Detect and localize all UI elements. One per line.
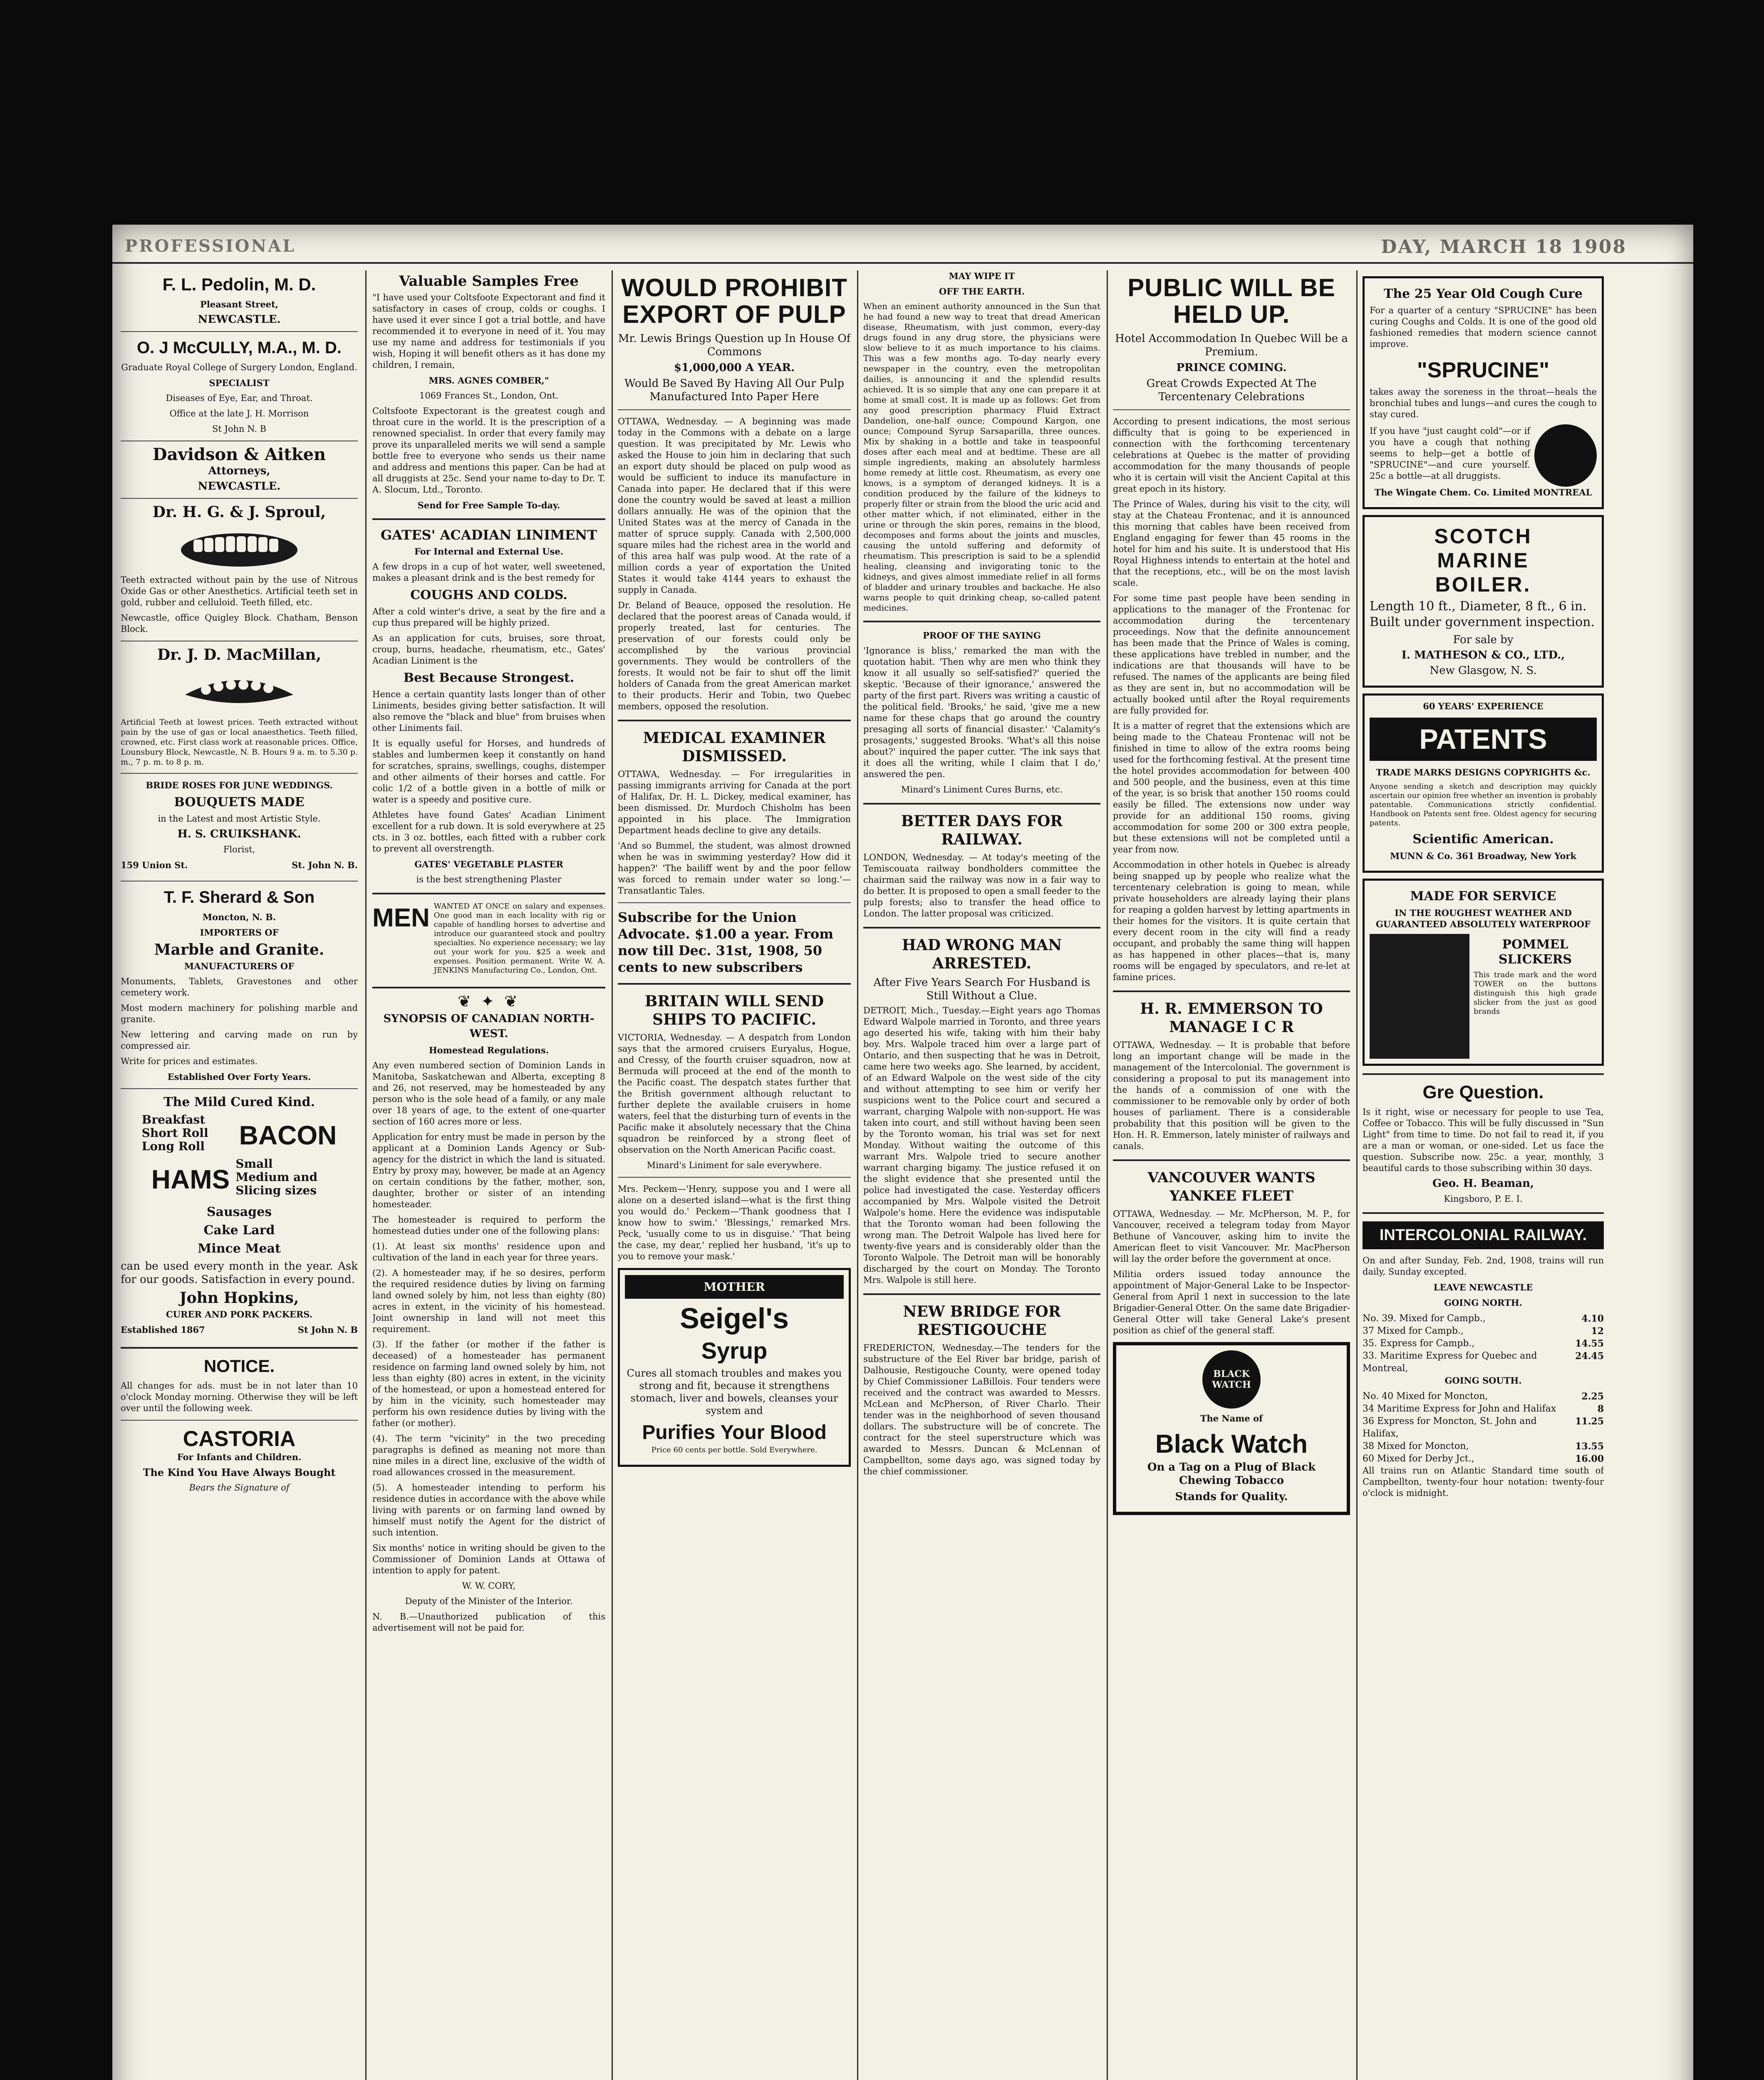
ad-seigels-syrup bbox=[618, 1268, 851, 1467]
article-deck: Great Crowds Expected At The Tercentenary Celebrations bbox=[1146, 377, 1317, 403]
article-paragraph: When an eminent authority announced in the Sun that he had found a new way to treat that dread American disease, Rheumatism, with just common, every-day drugs found in any drug store, the physicians were slow believe to it as much importance to his claims. This was a few months ago. To-day nearly every newspaper in the country, even the metropolitan dailies, is announcing it and the splendid results achieved. It is so simple that any one can prepare it at home at small cost. It is made up as follows: Get from any good prescription pharmacy Fluid Extract Dandelion, one-half ounce; Compound Kargon, one ounce; Compound Syrup Sarsaparilla, three ounces. Mix by shaking in a bottle and take in teaspoonful doses after each meal and at bedtime. These are all simple ingredients, making an absolutely harmless home remedy at little cost. Rheumatism, as every one knows, is a symptom of deranged kidneys. It is a condition produced by the failure of the kidneys to properly filter or strain from the blood the uric acid and other matter which, if not eliminated, either in the urine or through the skin pores, remains in the blood, decomposes and forms about the joints and muscles, causing the untold suffering and deformity of rheumatism. This prescription is said to be a splendid healing, cleansing and invigorating tonic to the kidneys, and gives almost immediate relief in all forms of bladder and urinary troubles and backache. He also warns people to quit drinking cheap, so-called patent medicines. bbox=[863, 301, 1100, 613]
article-signature: Kingsboro, P. E. I. bbox=[1444, 1194, 1523, 1204]
article-paragraph: (4). The term "vicinity" in the two preceding paragraphs is defined as meaning not more than nine miles in a direct line, exclusive of the width of road allowances crossed in the measurement. bbox=[372, 1434, 605, 1477]
column-professional-cards bbox=[121, 270, 358, 2080]
ad-brand: POMMEL SLICKERS bbox=[1498, 937, 1572, 967]
ad-text: For a quarter of a century "SPRUCINE" has been curing Coughs and Colds. It is one of the good old fashioned remedies that modern science cannot improve. bbox=[1370, 305, 1597, 349]
notice-title: NOTICE. bbox=[203, 1356, 275, 1376]
ad-title: MADE FOR SERVICE bbox=[1410, 889, 1556, 904]
ad-name: MRS. AGNES COMBER," bbox=[429, 375, 549, 386]
article-paragraph: The Prince of Wales, during his visit to the city, will stay at the Chateau Frontenac, and it is announced this morning that cables have been received from England engaging for fewer than 45 rooms in the hotel for him and his suite. It is understood that His Royal Highness intends to entertain at the hotel and that the receptions, etc., will be on the most lavish scale. bbox=[1113, 499, 1350, 588]
ad-text: takes away the soreness in the throat—heals the bronchial tubes and lungs—and cures the cough to stay cured. bbox=[1370, 387, 1597, 419]
ad-castoria bbox=[121, 1426, 358, 1493]
column-2 bbox=[372, 270, 605, 2080]
card-name: Dr. J. D. MacMillan, bbox=[157, 646, 322, 664]
ad-line: Moncton, N. B. bbox=[202, 912, 276, 922]
ad-bacon-word: BACON bbox=[239, 1120, 337, 1150]
ad-line: is the best strengthening Plaster bbox=[416, 874, 562, 884]
ad-line: The Kind You Have Always Bought bbox=[143, 1466, 336, 1478]
ad-line: CURER AND PORK PACKERS. bbox=[166, 1309, 313, 1320]
ad-line: The Name of bbox=[1200, 1413, 1263, 1424]
ad-line: in the Latest and most Artistic Style. bbox=[158, 814, 321, 824]
ad-title: SCOTCH bbox=[1434, 525, 1532, 548]
train-time: 13.55 bbox=[1575, 1441, 1604, 1452]
ad-slickers bbox=[1363, 879, 1604, 1066]
filler-line: Minard's Liniment Cures Burns, etc. bbox=[901, 785, 1063, 795]
ad-line: For Internal and External Use. bbox=[414, 546, 563, 557]
train-row bbox=[1363, 1403, 1604, 1415]
article-paragraph: Accommodation in other hotels in Quebec is already being snapped up by people who realize what the tercentenary celebration is going to mean, while private householders are already laying their plans for reaping a golden harvest by letting apartments in their homes for the visitors. It is quite certain that every decent room in the city will find a ready occupant, and probably the same thing will happen as has happened in other places—that is, many rooms will be engaged by speculators, and re-let at famine prices. bbox=[1113, 860, 1350, 982]
train-description: 33. Maritime Express for Quebec and Montreal, bbox=[1363, 1351, 1537, 1374]
card-line: Office at the late J. H. Morrison bbox=[169, 409, 309, 418]
ad-line: Cake Lard bbox=[203, 1223, 275, 1238]
article-deck: $1,000,000 A YEAR. bbox=[674, 362, 795, 374]
ad-hams-row bbox=[121, 1157, 358, 1201]
divider bbox=[121, 498, 358, 499]
train-description: 34 Maritime Express for John and Halifax bbox=[1363, 1404, 1556, 1414]
ad-line: For Infants and Children. bbox=[177, 1452, 302, 1462]
ad-line: Price 60 cents per bottle. Sold Everywhere. bbox=[651, 1446, 818, 1454]
article-paragraph: Militia orders issued today announce the appointment of Major-General Lake to be Inspector-General from April 1 next in succession to the late Brigadier-General Otter. On the same date Brigadier-General Otter will take General Lake's present position as chief of the general staff. bbox=[1113, 1269, 1350, 1335]
header-date: DAY, MARCH 18 1908 bbox=[1381, 236, 1627, 258]
ad-text: Cures all stomach troubles and makes you strong and fit, because it strengthens stomach, liver and bowels, cleanses your system and bbox=[627, 1367, 842, 1416]
railway-subhead: GOING NORTH. bbox=[1444, 1298, 1522, 1308]
card-text: Teeth extracted without pain by the use of Nitrous Oxide Gas or other Anesthetics. Artificial teeth set in gold, rubber and celluloid. Teeth filled, etc. bbox=[121, 575, 358, 607]
ad-slickers-body bbox=[1370, 934, 1597, 1059]
card-line: Attorneys, bbox=[208, 465, 270, 477]
railway-subhead: LEAVE NEWCASTLE bbox=[1433, 1282, 1533, 1293]
article-signature: Geo. H. Beaman, bbox=[1432, 1177, 1534, 1190]
ad-title: GATES' ACADIAN LINIMENT bbox=[380, 527, 597, 543]
ad-title: CASTORIA bbox=[183, 1427, 296, 1451]
divider bbox=[372, 893, 605, 894]
article-subhead: OFF THE EARTH. bbox=[939, 286, 1025, 297]
train-description: No. 40 Mixed for Moncton, bbox=[1363, 1391, 1488, 1402]
ad-line: MOTHER bbox=[625, 1275, 844, 1299]
ad-text: Length 10 ft., Diameter, 8 ft., 6 in. Built under government inspection. bbox=[1370, 599, 1595, 629]
article-signature: W. W. CORY, bbox=[462, 1581, 516, 1591]
ad-line: 60 YEARS' EXPERIENCE bbox=[1423, 701, 1544, 711]
ad-title: MARINE bbox=[1437, 549, 1529, 572]
article-paragraph: (2). A homesteader may, if he so desires, perform the required residence duties by living on farming land owned solely by him, not less than eighty (80) acres in extent, in the vicinity of his homestead. Joint ownership in land will not meet this requirement. bbox=[372, 1268, 605, 1334]
train-time: 4.10 bbox=[1581, 1313, 1604, 1324]
article-headline: PUBLIC WILL BE HELD UP. bbox=[1127, 274, 1335, 328]
train-description: 60 Mixed for Derby Jct., bbox=[1363, 1454, 1474, 1464]
divider bbox=[121, 881, 358, 882]
ad-text: After a cold winter's drive, a seat by the fire and a cup thus prepared will be highly prized. bbox=[372, 607, 605, 628]
article-paragraph: 'And so Bummel, the student, was almost drowned when he was in swimming yesterday? How did it happen?' 'The bailiff went by and the poor fellow was forced to remain under water so long.'—Transatlantic Tales. bbox=[618, 841, 851, 896]
column-rule bbox=[857, 270, 858, 2080]
train-row bbox=[1363, 1337, 1604, 1350]
article-headline: WOULD PROHIBIT EXPORT OF PULP bbox=[621, 274, 847, 328]
ad-text: If you have "just caught cold"—or if you have a cough that nothing seems to help—get a bottle of "SPRUCINE"—and cure yourself. 25c a bottle—at all druggists. bbox=[1370, 426, 1530, 481]
ad-line: For sale by bbox=[1453, 634, 1514, 646]
ad-text: Most modern machinery for polishing marble and granite. bbox=[121, 1003, 358, 1024]
divider bbox=[1113, 1159, 1350, 1161]
article-headline: SYNOPSIS OF CANADIAN NORTH-WEST. bbox=[383, 1013, 595, 1040]
article-paragraph: FREDERICTON, Wednesday.—The tenders for the substructure of the Eel River bar bridge, parish of Dalhousie, Restigouche County, were opened today by Chief Commissioner LaBillois. Four tenders were received and the contract was awarded to Messrs. McLean and McPherson, of River Charlo. Their tender was in the neighborhood of seven thousand dollars. The substructure will be of concrete. The contract for the steel superstructure which was awarded to Messrs. Duncan & McLennan of Campbellton, some days ago, was signed today by the chief commissioner. bbox=[863, 1343, 1100, 1476]
ad-line: Send for Free Sample To-day. bbox=[417, 500, 560, 510]
divider bbox=[618, 720, 851, 721]
ad-text: Athletes have found Gates' Acadian Liniment excellent for a rub down. It is sold everywhere at 25 cts. in 3 oz. bottles, each fitted with a rubber cork to prevent all overstrength. bbox=[372, 810, 605, 854]
article-deck: PRINCE COMING. bbox=[1176, 362, 1287, 374]
ad-title: BRIDE ROSES FOR JUNE WEDDINGS. bbox=[146, 780, 333, 790]
newspaper-page bbox=[112, 225, 1693, 2080]
card-text: Newcastle, office Quigley Block. Chatham, Benson Block. bbox=[121, 613, 358, 634]
divider bbox=[618, 983, 851, 985]
train-row bbox=[1363, 1440, 1604, 1453]
black-watch-badge-icon: BLACK WATCH bbox=[1202, 1350, 1261, 1409]
column-rule bbox=[1107, 270, 1108, 2080]
divider bbox=[618, 1177, 851, 1178]
article-headline: BETTER DAYS FOR RAILWAY. bbox=[901, 812, 1063, 848]
article-headline: MAY WIPE IT bbox=[949, 271, 1015, 281]
article-paragraph: OTTAWA, Wednesday. — Mr. McPherson, M. P., for Vancouver, received a telegram today from Mayor Bethune of Vancouver, asking him to invite the American fleet to visit Vancouver. Mr. MacPherson will lay the order before the government at once. bbox=[1113, 1209, 1350, 1264]
ad-line: New Glasgow, N. S. bbox=[1430, 664, 1537, 677]
card-macmillan bbox=[121, 647, 358, 767]
divider bbox=[121, 773, 358, 774]
ad-title: Marble and Granite. bbox=[154, 941, 325, 958]
ad-title: Valuable Samples Free bbox=[399, 273, 579, 290]
ad-title: BOILER. bbox=[1435, 573, 1531, 596]
ad-line: Established Over Forty Years. bbox=[167, 1072, 311, 1082]
railway-footnote: All trains run on Atlantic Standard time south of Campbellton, twenty-four hour notation: twenty-four o'clock is midnight. bbox=[1363, 1466, 1604, 1498]
card-davidson-aitken bbox=[121, 447, 358, 492]
column-rule bbox=[1356, 270, 1358, 2080]
ad-line: TRADE MARKS DESIGNS COPYRIGHTS &c. bbox=[1376, 767, 1591, 778]
ad-black-watch bbox=[1113, 1342, 1350, 1515]
column-4 bbox=[863, 270, 1100, 2080]
ad-text: can be used every month in the year. Ask for our goods. Satisfaction in every pound. bbox=[121, 1260, 358, 1286]
notice-text: All changes for ads. must be in not later than 10 o'clock Monday morning. Otherwise they will be left over until the following week. bbox=[121, 1381, 358, 1413]
ad-sprucine bbox=[1363, 276, 1604, 509]
horse-rider-illustration-icon bbox=[1370, 934, 1469, 1059]
ad-text: Anyone sending a sketch and description may quickly ascertain our opinion free whether an invention is probably patentable. Communications strictly confidential. Handbook on Patents sent free. Oldest agency for securing patents. bbox=[1370, 782, 1597, 827]
ad-title: Best Because Strongest. bbox=[403, 671, 575, 685]
ad-title: The Mild Cured Kind. bbox=[164, 1095, 315, 1109]
column-5 bbox=[1113, 270, 1350, 2080]
ad-sprucine-bottom bbox=[1370, 424, 1597, 487]
article-deck: Mr. Lewis Brings Question up In House Of Commons bbox=[618, 332, 851, 358]
divider bbox=[863, 927, 1100, 929]
card-mccully bbox=[121, 338, 358, 435]
railway-intro: On and after Sunday, Feb. 2nd, 1908, trains will run daily, Sunday excepted. bbox=[1363, 1255, 1604, 1277]
divider bbox=[1113, 990, 1350, 992]
ad-address-row bbox=[121, 859, 358, 875]
article-paragraph: Application for entry must be made in person by the applicant at a Dominion Lands Agency or Sub-agency for the district in which the land is situated. Entry by proxy may, however, be made at an Agency on certain conditions by the father, mother, son, daughter, brother or sister of an intending homesteader. bbox=[372, 1132, 605, 1209]
article-subhead: Homestead Regulations. bbox=[429, 1045, 549, 1055]
card-line: Graduate Royal College of Surgery London, England. bbox=[121, 362, 357, 372]
article-paragraph: OTTAWA, Wednesday. — For irregularities in passing immigrants arriving for Canada at the port of Halifax, Dr. H. L. Dickey, medical examiner, has been dismissed. Dr. Murdoch Chisholm has been appointed in his place. The Immigration Department heads decline to give any details. bbox=[618, 769, 851, 835]
ad-line: MUNN & Co. 361 Broadway, New York bbox=[1390, 851, 1576, 861]
train-time: 2.25 bbox=[1581, 1391, 1604, 1402]
ad-line: Small Medium and Slicing sizes bbox=[235, 1157, 318, 1197]
divider bbox=[121, 331, 358, 332]
ad-brand: Black Watch bbox=[1155, 1430, 1308, 1458]
article-paragraph: The homesteader is required to perform the homestead duties under one of the following plans: bbox=[372, 1215, 605, 1236]
ad-tagline: Purifies Your Blood bbox=[642, 1421, 827, 1444]
article-deck: After Five Years Search For Husband is Still Without a Clue. bbox=[873, 976, 1090, 1002]
article-paragraph: Is it right, wise or necessary for people to use Tea, Coffee or Tobacco. This will be fully discussed in "Sun Light" from time to time. Do not fail to read it, if you are a man or woman, or one-sided. Let us face the question. Subscribe now. 25c. a year, monthly, 3 beautiful cards to those subscribing within 30 days. bbox=[1363, 1107, 1604, 1173]
article-paragraph: (5). A homesteader intending to perform his residence duties in accordance with the above while living with parents or on farming land owned by himself must notify the Agent for the district of such intention. bbox=[372, 1483, 605, 1538]
ad-maker: The Wingate Chem. Co. Limited MONTREAL bbox=[1374, 487, 1592, 498]
card-line: SPECIALIST bbox=[209, 378, 270, 388]
train-time: 12 bbox=[1591, 1326, 1604, 1337]
ad-address: 159 Union St. bbox=[121, 860, 188, 870]
train-row bbox=[1363, 1453, 1604, 1465]
ad-text: Write for prices and estimates. bbox=[121, 1056, 258, 1066]
ad-line: MANUFACTURERS OF bbox=[184, 961, 295, 971]
train-description: 35. Express for Campb., bbox=[1363, 1338, 1475, 1349]
ad-line: St John N. B bbox=[297, 1325, 358, 1335]
train-description: 36 Express for Moncton, St. John and Halifax, bbox=[1363, 1416, 1537, 1439]
train-row bbox=[1363, 1325, 1604, 1337]
divider bbox=[1113, 409, 1350, 410]
train-list-north bbox=[1363, 1312, 1604, 1375]
card-line: Pleasant Street, bbox=[200, 299, 279, 310]
train-row bbox=[1363, 1312, 1604, 1325]
article-paragraph: For some time past people have been sending in applications to the manager of the Frontenac for accommodation during the tercentenary proceedings. Now that the definite announcement has been made that the Prince of Wales is coming, these applications have trebled in number, and the indications are that thousands will have to be refused. The names of the applicants are being filed as they are sent in, but no accommodation will be actually booked until after the Royal requirements are fully provided for. bbox=[1113, 593, 1350, 716]
divider bbox=[618, 902, 851, 903]
card-name: Davidson & Aitken bbox=[152, 445, 326, 464]
article-paragraph: According to present indications, the most serious difficulty that is going to be experienced in connection with the forthcoming tercentenary celebrations at Quebec is the matter of providing accommodation for the many thousands of people who it is certain will visit the Ancient Capital at this great epoch in its history. bbox=[1113, 416, 1350, 494]
card-name: O. J McCULLY, M.A., M. D. bbox=[137, 339, 342, 357]
ad-brand: PATENTS bbox=[1370, 718, 1597, 761]
ad-title: The 25 Year Old Cough Cure bbox=[1384, 287, 1583, 301]
column-rule bbox=[365, 270, 367, 2080]
article-headline: H. R. EMMERSON TO MANAGE I C R bbox=[1140, 1000, 1323, 1036]
notice-box bbox=[121, 1356, 358, 1414]
train-row bbox=[1363, 1390, 1604, 1403]
subscribe-notice: Subscribe for the Union Advocate. $1.00 a year. From now till Dec. 31st, 1908, 50 cents to new subscribers bbox=[618, 909, 834, 975]
train-time: 16.00 bbox=[1575, 1454, 1604, 1464]
ad-line: IN THE ROUGHEST WEATHER AND GUARANTEED ABSOLUTELY WATERPROOF bbox=[1376, 908, 1591, 929]
train-time: 8 bbox=[1597, 1404, 1604, 1414]
article-paragraph: Mrs. Peckem—'Henry, suppose you and I were all alone on a deserted island—what is the first thing you would do.' Peckem—'Thank goodness that I know how to swim.' 'Blessings,' remarked Mrs. Peck, 'usually come to us in disguise.' 'That being the case, my dear,' replied her husband, 'it's up to you to remove your mask.' bbox=[618, 1184, 851, 1261]
card-pedolin bbox=[121, 275, 358, 325]
ad-florist bbox=[121, 780, 358, 875]
ad-line: 1069 Frances St., London, Ont. bbox=[419, 391, 559, 401]
ad-line: Sausages bbox=[206, 1205, 272, 1219]
train-description: No. 39. Mixed for Campb., bbox=[1363, 1313, 1486, 1324]
ad-brand: Syrup bbox=[701, 1337, 768, 1364]
card-name: Dr. H. G. & J. Sproul, bbox=[152, 503, 326, 521]
ad-text: A few drops in a cup of hot water, well sweetened, makes a pleasant drink and is the best remedy for bbox=[372, 562, 605, 583]
article-headline: NEW BRIDGE FOR RESTIGOUCHE bbox=[903, 1303, 1061, 1339]
railway-title: INTERCOLONIAL RAILWAY. bbox=[1363, 1221, 1604, 1249]
ad-title: COUGHS AND COLDS. bbox=[410, 588, 567, 602]
ad-line: Scientific American. bbox=[1412, 832, 1554, 847]
dentures-illustration-icon bbox=[177, 670, 302, 711]
article-paragraph: (1). At least six months' residence upon and cultivation of the land in each year for three years. bbox=[372, 1241, 605, 1263]
divider bbox=[121, 1088, 358, 1089]
ad-line: Stands for Quality. bbox=[1175, 1491, 1288, 1503]
divider bbox=[618, 409, 851, 410]
ad-text: It is equally useful for Horses, and hundreds of stables and lumbermen keep it constantly on hand for scratches, sprains, swellings, coughs, distemper and other ailments of their horses and cattle. For colic 1/2 of a bottle given in a bottle of milk or water is a speedy and positive cure. bbox=[372, 738, 605, 805]
divider bbox=[1363, 1212, 1604, 1214]
card-line: St John N. B bbox=[212, 424, 267, 434]
ad-marble bbox=[121, 887, 358, 1082]
ad-line: IMPORTERS OF bbox=[200, 927, 279, 938]
railway-subhead: GOING SOUTH. bbox=[1444, 1375, 1522, 1386]
sprucine-seal-icon bbox=[1534, 424, 1597, 487]
ad-line: Bears the Signature of bbox=[189, 1483, 290, 1493]
ad-line: Florist, bbox=[223, 844, 255, 854]
article-footnote: N. B.—Unauthorized publication of this advertisement will not be paid for. bbox=[372, 1612, 605, 1633]
ad-marine-boiler bbox=[1363, 515, 1604, 688]
divider bbox=[121, 1347, 358, 1349]
article-paragraph: Six months' notice in writing should be given to the Commissioner of Dominion Lands at Ottawa of intention to apply for patent. bbox=[372, 1543, 605, 1575]
article-paragraph: LONDON, Wednesday. — At today's meeting of the Temiscouata railway bondholders committee the chairman said the railway was now in a fair way to do better. It is proposed to open a small feeder to the pulp forests; also to transfer the head office to London. The latter proposal was criticized. bbox=[863, 852, 1100, 919]
header-section-label: PROFESSIONAL bbox=[125, 236, 296, 256]
article-headline: MEDICAL EXAMINER DISMISSED. bbox=[643, 729, 826, 765]
ad-city: St. John N. B. bbox=[292, 860, 358, 870]
ornament-icon: ❦ ✦ ❦ bbox=[458, 992, 520, 1010]
ad-line: Breakfast Short Roll Long Roll bbox=[141, 1113, 208, 1153]
article-paragraph: 'Ignorance is bliss,' remarked the man with the quotation habit. 'Then why are men who think they know it all usually so self-satisfied?' queried the skeptic. 'Because of their ignorance,' answered the party of the first part. Rivers was writing a caustic of the political field. 'Brooks,' he said, 'give me a new name for these chaps that go around the country presaging all sorts of financial disaster.' 'Calamity's prosagents,' suggested Brooks. 'What's all this noise about?' inquired the paper cutter. 'The ink says that it does all the writing, while I claim that I do,' answered the pen. bbox=[863, 646, 1100, 779]
ad-name: H. S. CRUIKSHANK. bbox=[177, 828, 301, 840]
ad-text: This trade mark and the word TOWER on the buttons distinguish this high grade slicker from the just as good brands bbox=[1474, 971, 1597, 1016]
article-signature: Deputy of the Minister of the Interior. bbox=[405, 1596, 573, 1606]
column-6 bbox=[1363, 270, 1604, 2080]
page-header bbox=[112, 233, 1693, 264]
article-headline: Gre Question. bbox=[1422, 1082, 1544, 1102]
article-paragraph: It is a matter of regret that the extensions which are being made to the Chateau Frontenac will not be finished in time to allow of the extra rooms being used for the forthcoming festival. At the present time the hotel provides accommodation for between 400 and 500 people, and the business, even at this time of the year, is so brisk that another 150 rooms could easily be filled. The extensions now under way provide for an additional 150 rooms, giving accommodation for some 200 or 300 extra people, but these extensions will not be completed until a year from now. bbox=[1113, 721, 1350, 854]
ad-name: T. F. Sherard & Son bbox=[164, 888, 315, 906]
card-text: Artificial Teeth at lowest prices. Teeth extracted without pain by the use of gas or local anaesthetics. Teeth filled, crowned, etc. First class work at reasonable prices. Office, Lounsbury Block, Newcastle, N. B. Hours 9 a. m. to 5.30 p. m., 7 p. m. to 8 p. m. bbox=[121, 718, 358, 767]
divider bbox=[1363, 1073, 1604, 1075]
train-row bbox=[1363, 1415, 1604, 1440]
ad-bacon bbox=[121, 1095, 358, 1340]
ad-line: Mince Meat bbox=[198, 1241, 281, 1256]
ad-men-word: MEN bbox=[372, 904, 430, 932]
card-sproul bbox=[121, 505, 358, 635]
article-paragraph: DETROIT, Mich., Tuesday.—Eight years ago Thomas Edward Walpole married in Toronto, and three years ago deserted his wife, taking with him their baby boy. Mrs. Walpole traced him over a large part of Ontario, and then suspecting that he was in Detroit, came here two weeks ago. She learned, by accident, of an Edward Walpole on the west side of the city and without attempting to see him or verify her suspicions went to the Police court and secured a warrant, charging Walpole with non-support. He was taken into court, and still without having been seen by the Toronto woman, his trial was set for next Monday. Without waiting the outcome of this warrant Mrs. Walpole tried to secure another warrant charging bigamy. The justice refused it on the slight evidence that she presented until the police had investigated the case. Yesterday officers accompanied by Mrs. Walpole visited the Detroit Walpole's home. Here the evidence was indisputable that the Toronto woman had been following the wrong man. The Detroit Walpole has lived here for twenty-five years and is considerably older than the Toronto Walpole. The Detroit man will be honorably discharged by the court on Monday. The Toronto Mrs. Walpole is still here. bbox=[863, 1005, 1100, 1285]
divider bbox=[863, 1293, 1100, 1295]
train-description: 38 Mixed for Moncton, bbox=[1363, 1441, 1469, 1451]
ad-text: As an application for cuts, bruises, sore throat, croup, burns, headache, rheumatism, etc., Gates' Acadian Liniment is the bbox=[372, 633, 605, 666]
divider bbox=[372, 518, 605, 520]
article-paragraph: Dr. Beland of Beauce, opposed the resolution. He declared that the poorest areas of Canada would, if properly treated, last for centuries. The preservation of our forests could only be accomplished by the various provincial governments. They would be controllers of the forests. It would not be fair to shut off the limit holders of Canada from the great American market to their products. Herir and Tobin, two Quebec members, opposed the resolution. bbox=[618, 600, 851, 711]
column-3 bbox=[618, 270, 851, 2080]
ad-hopkins-row bbox=[121, 1324, 358, 1340]
ad-text: Coltsfoote Expectorant is the greatest cough and throat cure in the world. It is the prescription of a renowned specialist. In order that every family may prove its unparalleled merits we will send a sample bottle free to everyone who sends us their name and address and mentions this paper. Can be had at all druggists at 25c. Send your name to-day to Dr. T. A. Slocum, Ltd., Toronto. bbox=[372, 406, 605, 495]
ad-brand: Seigel's bbox=[680, 1302, 789, 1335]
article-paragraph: (3). If the father (or mother if the father is deceased) of a homesteader has permanent residence on farming land owned solely by him, not less than eighty (80) acres in extent, in the vicinity of the homestead, or upon a homestead entered for by him in the vicinity, such homesteader may perform his own residence duties by living with the father (or mother). bbox=[372, 1340, 605, 1428]
article-headline: HAD WRONG MAN ARRESTED. bbox=[902, 936, 1062, 972]
article-paragraph: VICTORIA, Wednesday. — A despatch from London says that the armored cruisers Euryalus, Hogue, and Cressy, of the fourth cruiser squadron, now at Bermuda will proceed at the end of the month to the Pacific coast. The despatch states further that the British government although reluctant to further deplete the available cruisers in home waters, feel that the disturbing turn of events in the Pacific make it absolutely necessary that the China squadron be reinforced by a strong fleet of observation on the North American Pacific coast. bbox=[618, 1033, 851, 1155]
train-time: 11.25 bbox=[1575, 1416, 1604, 1427]
card-line: NEWCASTLE. bbox=[198, 313, 281, 326]
train-list-south bbox=[1363, 1390, 1604, 1465]
train-time: 14.55 bbox=[1575, 1338, 1604, 1349]
ad-line: On a Tag on a Plug of Black Chewing Tobacco bbox=[1147, 1461, 1316, 1487]
article-deck: Hotel Accommodation In Quebec Will be a Premium. bbox=[1115, 332, 1348, 358]
ad-men-wanted bbox=[372, 902, 605, 979]
article-paragraph: OTTAWA, Wednesday. — A beginning was made today in the Commons with a debate on a large question. It was precipitated by Mr. Lewis who asked the House to join him in declaring that such an export duty should be placed on pulp wood as would be sufficient to induce its manufacture in Canada into paper. He declared that if this were done the country would be saved at least a million dollars annually. He was of the opinion that the United States was at the mercy of Canada in the matter of spruce supply. Canada with 2,500,000 square miles had the richest area in the world and of this area half was pulp wood. At the rate of a million cords a year of exportation the United States it would take 4144 years to exhaust the supply in Canada. bbox=[618, 416, 851, 595]
article-paragraph: Any even numbered section of Dominion Lands in Manitoba, Saskatchewan and Alberta, excepting 8 and 26, not reserved, may be homesteaded by any person who is the sole head of a family, or any male over 18 years of age, to the extent of one-quarter section of 160 acres more or less. bbox=[372, 1060, 605, 1127]
train-description: 37 Mixed for Campb., bbox=[1363, 1326, 1464, 1336]
ad-line: I. MATHESON & CO., LTD., bbox=[1401, 649, 1565, 661]
ad-hams-word: HAMS bbox=[151, 1164, 230, 1194]
divider bbox=[372, 987, 605, 988]
ad-line: Established 1867 bbox=[121, 1325, 205, 1335]
article-paragraph: OTTAWA, Wednesday. — It is probable that before long an important change will be made in the management of the Intercolonial. The government is considering a proposal to put its management into the hands of a commission of one with the commissioner to be removable only by order of both houses of parliament. There is a considerable probability that this position will be given to the Hon. H. R. Emmerson, lately minister of railways and canals. bbox=[1113, 1040, 1350, 1151]
train-row bbox=[1363, 1350, 1604, 1375]
ad-text: New lettering and carving made on run by compressed air. bbox=[121, 1030, 358, 1051]
ad-patents bbox=[1363, 693, 1604, 873]
ad-name: John Hopkins, bbox=[179, 1289, 299, 1307]
card-name: F. L. Pedolin, M. D. bbox=[162, 275, 316, 294]
article-headline: PROOF OF THE SAYING bbox=[923, 630, 1041, 641]
article-headline: BRITAIN WILL SEND SHIPS TO PACIFIC. bbox=[644, 993, 824, 1028]
card-line: NEWCASTLE. bbox=[198, 480, 281, 493]
divider bbox=[121, 1420, 358, 1421]
column-rule bbox=[612, 270, 613, 2080]
article-headline: VANCOUVER WANTS YANKEE FLEET bbox=[1147, 1169, 1316, 1204]
ad-text: "I have used your Coltsfoote Expectorant and find it satisfactory in cases of croup, colds or coughs. I have used it ever since I got a trial bottle, and have recommended it to everyone in need of it. You may use my name and address for testimonials if you wish, Hoping it will benefit others as it has done my children, I remain, bbox=[372, 292, 605, 370]
divider bbox=[863, 803, 1100, 805]
ad-line: BOUQUETS MADE bbox=[174, 795, 305, 810]
filler-line: Minard's Liniment for sale everywhere. bbox=[647, 1160, 822, 1170]
ad-text: WANTED AT ONCE on salary and expenses. One good man in each locality with rig or capable of handling horses to advertise and introduce our guaranteed stock and poultry specialties. No experience necessary; we lay out your work for you. $25 a week and expenses. Position permanent. Write W. A. JENKINS Manufacturing Co., London, Ont. bbox=[434, 902, 605, 975]
article-deck: Would Be Saved By Having All Our Pulp Manufactured Into Paper Here bbox=[624, 377, 845, 403]
ad-text: Monuments, Tablets, Gravestones and other cemetery work. bbox=[121, 976, 358, 998]
dentures-illustration-icon bbox=[177, 527, 302, 569]
ad-bacon-row bbox=[121, 1113, 358, 1157]
card-line: Diseases of Eye, Ear, and Throat. bbox=[166, 393, 313, 403]
ad-line: GATES' VEGETABLE PLASTER bbox=[414, 859, 563, 869]
ad-text: Hence a certain quantity lasts longer than of other Liniments, besides giving better satisfaction. It will also remove the "black and blue" from bruises when other Liniments fail. bbox=[372, 689, 605, 733]
ad-brand: "SPRUCINE" bbox=[1417, 358, 1550, 382]
train-time: 24.45 bbox=[1575, 1351, 1604, 1362]
divider bbox=[863, 621, 1100, 622]
